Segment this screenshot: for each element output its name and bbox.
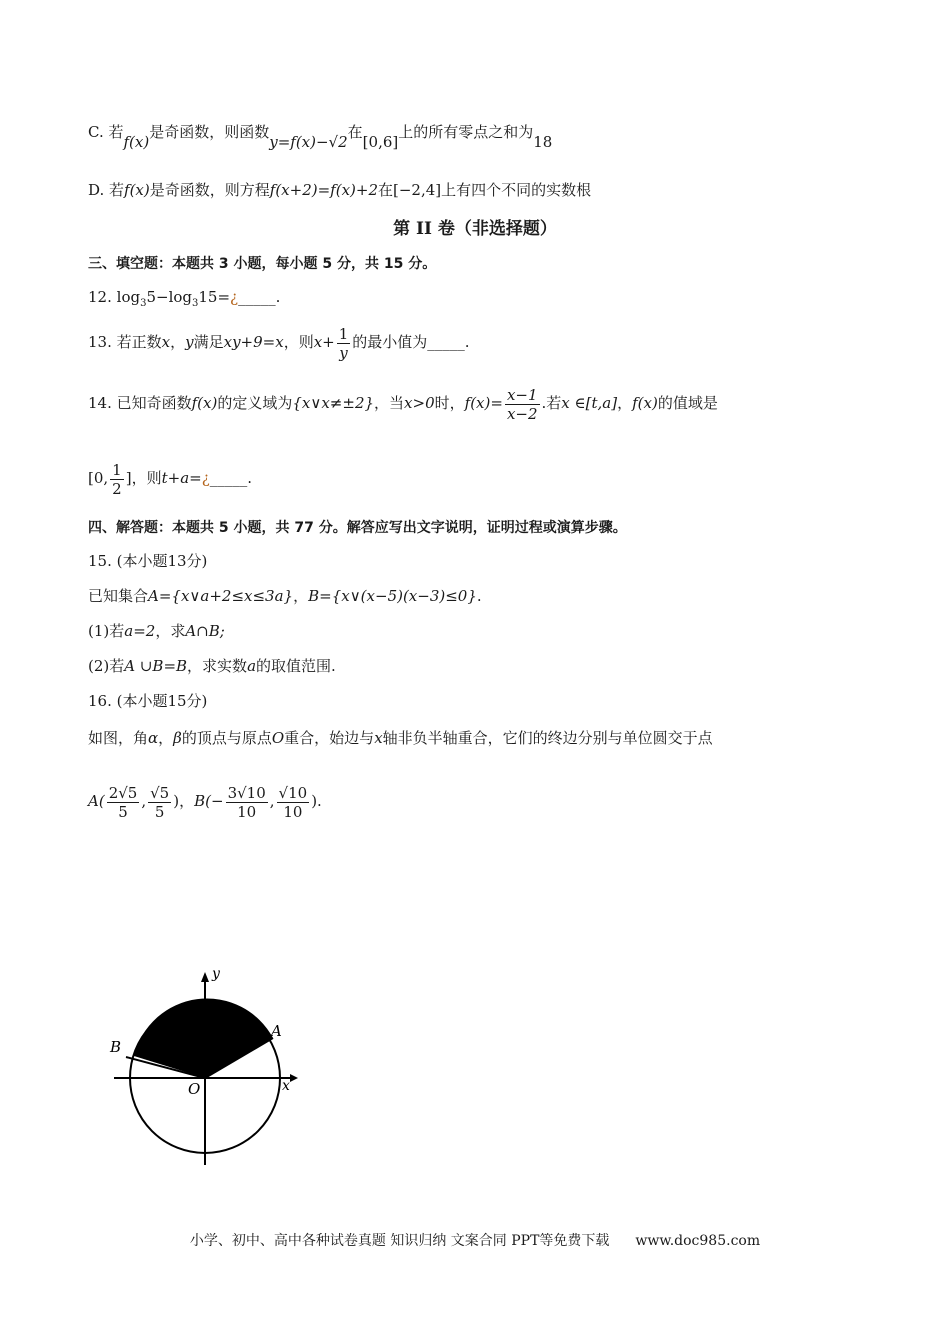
q14-fdef: f(x)= bbox=[464, 394, 503, 412]
q16-b-frac2 bbox=[277, 784, 310, 821]
q15-part1 bbox=[88, 621, 225, 641]
q15-p1-expr: A∩B; bbox=[185, 622, 225, 640]
q16-a-frac1 bbox=[107, 784, 140, 821]
q15-set-b: B={x∨(x−5)(x−3)≤0} bbox=[308, 587, 477, 605]
y-axis-arrow bbox=[201, 972, 209, 982]
option-d-zai: 在 bbox=[378, 181, 394, 199]
q14-sum: t+a= bbox=[161, 469, 202, 487]
option-c-zai: 在 bbox=[347, 123, 363, 141]
option-d bbox=[88, 180, 591, 200]
q15-line1 bbox=[88, 586, 482, 606]
q14-suffix: 的值域是 bbox=[657, 394, 718, 412]
q14-mid5: ， bbox=[617, 394, 633, 412]
label-b: B bbox=[110, 1038, 122, 1056]
option-d-expr: f(x+2)=f(x)+2 bbox=[269, 181, 378, 199]
option-d-fx: f(x) bbox=[124, 181, 150, 199]
q16-alpha: α bbox=[148, 729, 159, 747]
q16-sep: ， bbox=[179, 792, 195, 810]
label-origin: O bbox=[188, 1080, 201, 1098]
q13-equation: xy+9=x bbox=[223, 333, 284, 351]
q14-range-close: ] bbox=[125, 469, 132, 487]
section-4-heading: 四、解答题：本题共 5 小题，共 77 分。解答应写出文字说明，证明过程或演算步骤。 bbox=[88, 520, 627, 536]
q14-mid3: 时， bbox=[434, 394, 465, 412]
q14-mid2: ，当 bbox=[374, 394, 405, 412]
q14-fx2: f(x) bbox=[632, 394, 658, 412]
option-c-fx: f(x) bbox=[123, 133, 150, 151]
question-12 bbox=[88, 287, 280, 314]
q16-origin: O bbox=[271, 729, 285, 747]
q16-points: A( $\frac{2√5}{5}$ , $\frac{√5}{5}$ )，B(− $\frac{3√10}{10}$ , $\frac{√10}{10}$ ). bbox=[88, 783, 322, 821]
q14-range-fraction bbox=[110, 461, 124, 498]
q13-sep: ， bbox=[170, 333, 186, 351]
q16-x: x bbox=[374, 729, 383, 747]
q12-glyph: ¿ bbox=[230, 288, 239, 306]
q12-number: 12. bbox=[88, 288, 112, 306]
shaded-sector bbox=[134, 998, 273, 1078]
q12-arg1: 5− bbox=[146, 288, 169, 306]
q14-frac-den: x−2 bbox=[506, 404, 538, 423]
question-14-cont bbox=[88, 458, 252, 498]
section-2-title: 第 II 卷（非选择题） bbox=[393, 219, 557, 239]
q13-frac-num: 1 bbox=[338, 324, 349, 343]
q15-p2-cond: A ∪B=B bbox=[124, 657, 188, 675]
q16-mid2: 重合，始边与 bbox=[284, 729, 375, 747]
q16-mid1: 的顶点与原点 bbox=[181, 729, 272, 747]
q14-fx: f(x) bbox=[191, 394, 218, 412]
option-d-suffix: 上有四个不同的实数根 bbox=[441, 181, 592, 199]
q16-a-close: ) bbox=[173, 792, 180, 810]
label-y: y bbox=[212, 966, 220, 982]
q15-p1-mid: ，求 bbox=[155, 622, 186, 640]
q16-a-d2: 5 bbox=[154, 802, 165, 821]
q15-set-a: A={x∨a+2≤x≤3a} bbox=[148, 587, 294, 605]
q14-inclusion: x ∈[t,a] bbox=[561, 394, 618, 412]
q13-suffix: 的最小值为_____. bbox=[352, 333, 470, 351]
q16-b-d2: 10 bbox=[283, 802, 303, 821]
q14-range-open: [0, bbox=[88, 469, 109, 487]
q14-range-num: 1 bbox=[112, 460, 122, 479]
q14-blank: _____. bbox=[209, 469, 253, 487]
question-13 bbox=[88, 322, 470, 362]
unit-circle-figure bbox=[100, 960, 320, 1184]
q12-arg2: 15= bbox=[198, 288, 231, 306]
footer-url-link[interactable]: www.doc985.com bbox=[635, 1233, 761, 1249]
unit-circle-svg bbox=[100, 960, 320, 1180]
q16-b-close: ). bbox=[311, 792, 322, 810]
q13-frac-den: y bbox=[339, 343, 348, 362]
q16-line1 bbox=[88, 728, 713, 748]
q13-var-x: x bbox=[161, 333, 171, 351]
option-d-interval: [−2,4] bbox=[393, 181, 442, 199]
q14-cond: x>0 bbox=[404, 394, 435, 412]
q14-mid4: .若 bbox=[541, 394, 562, 412]
option-c-suffix: 上的所有零点之和为 bbox=[398, 123, 534, 141]
page-footer bbox=[0, 1230, 950, 1250]
q12-log2: log bbox=[168, 288, 193, 306]
q14-fraction bbox=[505, 386, 540, 423]
q16-b-n2: √10 bbox=[278, 783, 308, 802]
q16-header: 16. (本小题15分) bbox=[88, 692, 208, 710]
label-x: x bbox=[282, 1078, 290, 1094]
q16-a-n2: √5 bbox=[150, 783, 170, 802]
q16-b-n1: 3√10 bbox=[227, 783, 266, 802]
q14-mid1: 的定义域为 bbox=[217, 394, 293, 412]
q16-b-label: B(− bbox=[194, 792, 224, 810]
q16-pre: 如图，角 bbox=[88, 729, 149, 747]
q14-frac-num: x−1 bbox=[506, 385, 538, 404]
q15-p2-end: 的取值范围. bbox=[256, 657, 336, 675]
q15-p2-suffix: ，求实数 bbox=[187, 657, 248, 675]
question-14 bbox=[88, 383, 718, 423]
q13-prefix: 13. 若正数 bbox=[88, 333, 162, 351]
x-axis-arrow bbox=[290, 1074, 298, 1082]
q16-beta: β bbox=[173, 729, 182, 747]
q16-a-d1: 5 bbox=[118, 802, 128, 821]
q16-a-n1: 2√5 bbox=[108, 783, 138, 802]
q12-base2: 3 bbox=[192, 298, 199, 309]
q14-range-den: 2 bbox=[112, 479, 122, 498]
q15-pre: 已知集合 bbox=[88, 587, 149, 605]
q13-mid2: ，则 bbox=[283, 333, 314, 351]
section-3-heading: 三、填空题：本题共 3 小题，每小题 5 分，共 15 分。 bbox=[88, 256, 437, 272]
q16-comma: ， bbox=[158, 729, 174, 747]
q15-header: 15. (本小题13分) bbox=[88, 552, 208, 570]
q16-a-frac2 bbox=[148, 784, 171, 821]
q15-end: . bbox=[476, 587, 482, 605]
q13-expr: x+ bbox=[313, 333, 335, 351]
q15-p2-var: a bbox=[247, 657, 257, 675]
q15-sep: ， bbox=[293, 587, 309, 605]
q16-a-label: A( bbox=[88, 792, 105, 810]
q14-then: ，则 bbox=[131, 469, 162, 487]
q12-log1: log bbox=[116, 288, 141, 306]
q12-blank: _____. bbox=[238, 288, 281, 306]
option-c-mid: 是奇函数，则函数 bbox=[149, 123, 270, 141]
option-d-mid: 是奇函数，则方程 bbox=[149, 181, 270, 199]
q14-domain: {x∨x≠±2} bbox=[292, 394, 375, 412]
q15-part2 bbox=[88, 656, 336, 676]
option-c bbox=[88, 122, 553, 151]
option-c-expr: y=f(x)−√2 bbox=[269, 133, 348, 151]
option-c-answer: 18 bbox=[533, 133, 553, 151]
q13-var-y: y bbox=[185, 333, 194, 351]
footer-text: 小学、初中、高中各种试卷真题 知识归纳 文案合同 PPT等免费下载 bbox=[189, 1233, 610, 1249]
option-c-prefix: C. 若 bbox=[88, 123, 124, 141]
q14-prefix: 14. 已知奇函数 bbox=[88, 394, 192, 412]
option-d-prefix: D. 若 bbox=[88, 181, 125, 199]
q15-p1-pre: (1)若 bbox=[88, 622, 125, 640]
q14-glyph: ¿ bbox=[201, 469, 210, 487]
q12-base1: 3 bbox=[140, 298, 147, 309]
q16-b-d1: 10 bbox=[237, 802, 257, 821]
label-a: A bbox=[271, 1022, 282, 1040]
q16-suffix: 轴非负半轴重合，它们的终边分别与单位圆交于点 bbox=[382, 729, 713, 747]
q15-p1-cond: a=2 bbox=[124, 622, 156, 640]
option-c-interval: [0,6] bbox=[362, 133, 399, 151]
q13-mid1: 满足 bbox=[193, 333, 224, 351]
q16-b-frac1 bbox=[226, 784, 268, 821]
q15-p2-pre: (2)若 bbox=[88, 657, 125, 675]
q13-fraction bbox=[337, 325, 351, 362]
